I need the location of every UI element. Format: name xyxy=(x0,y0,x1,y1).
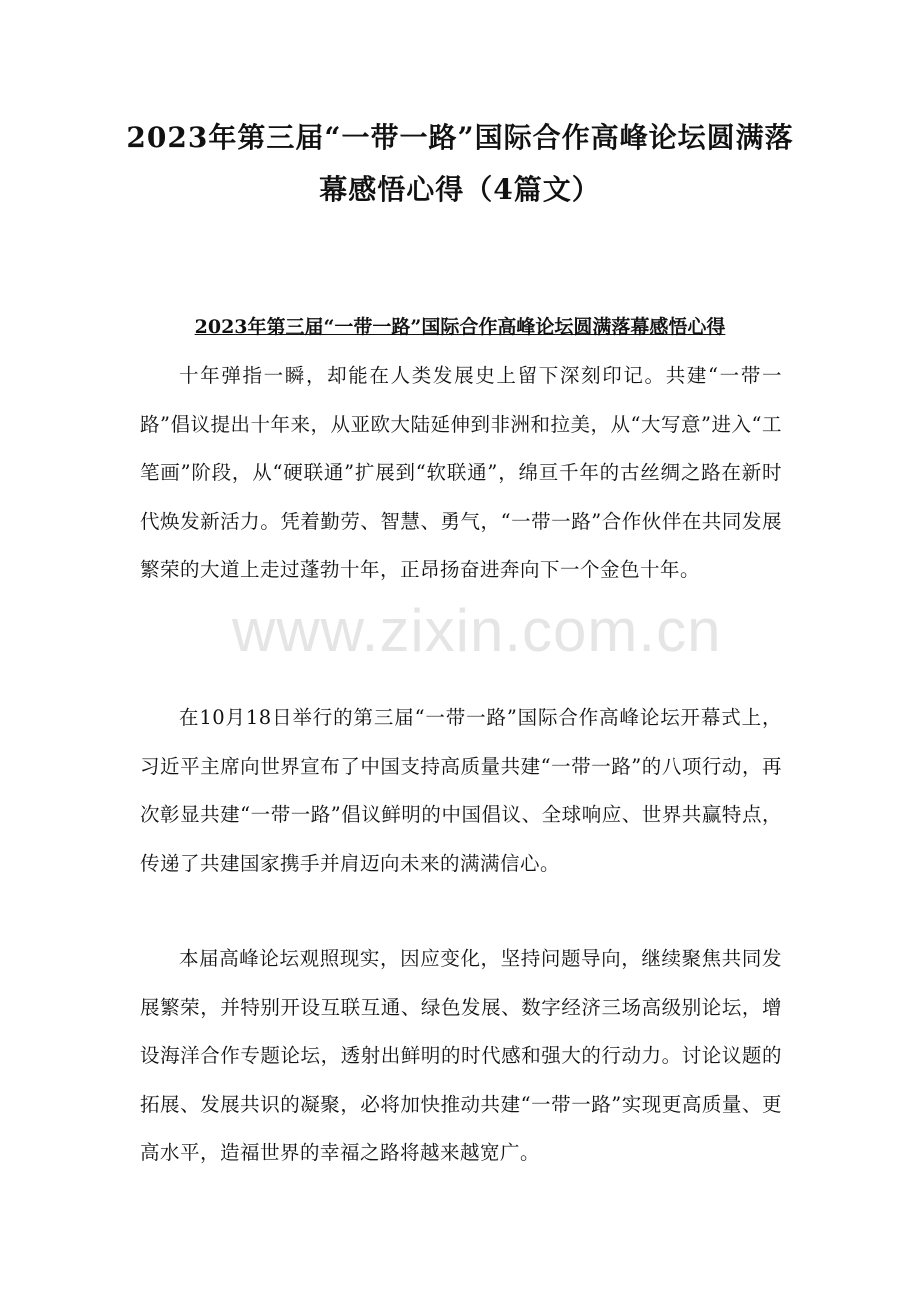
document-title-line-2: 幕感悟心得（4篇文） xyxy=(319,173,601,206)
paragraph-3: 本届高峰论坛观照现实，因应变化，坚持问题导向，继续聚焦共同发展繁荣，并特别开设互联互通、绿色发展、数字经济三场高级别论坛，增设海洋合作专题论坛，透射出鲜明的时代感和强大的行动力。讨论议题的拓展、发展共识的凝聚，必将加快推动共建“一带一路”实现更高质量、更高水平，造福世界的幸福之路将越来越宽广。 xyxy=(140,947,782,1165)
watermark: www.zixin.com.cn xyxy=(232,597,722,664)
section-heading: 2023年第三届“一带一路”国际合作高峰论坛圆满落幕感悟心得 xyxy=(194,316,726,338)
paragraph-1: 十年弹指一瞬，却能在人类发展史上留下深刻印记。共建“一带一路”倡议提出十年来，从亚欧大陆延伸到非洲和拉美，从“大写意”进入“工笔画”阶段，从“硬联通”扩展到“软联通”，绵亘千年的古丝绸之路在新时代焕发新活力。凭着勤劳、智慧、勇气，“一带一路”合作伙伴在共同发展繁荣的大道上走过蓬勃十年，正昂扬奋进奔向下一个金色十年。 xyxy=(140,364,782,582)
document-title-line-1: 2023年第三届“一带一路”国际合作高峰论坛圆满落 xyxy=(126,121,794,154)
paragraph-2: 在10月18日举行的第三届“一带一路”国际合作高峰论坛开幕式上，习近平主席向世界宣布了中国支持高质量共建“一带一路”的八项行动，再次彰显共建“一带一路”倡议鲜明的中国倡议、全球响应、世界共赢特点，传递了共建国家携手并肩迈向未来的满满信心。 xyxy=(140,706,782,875)
